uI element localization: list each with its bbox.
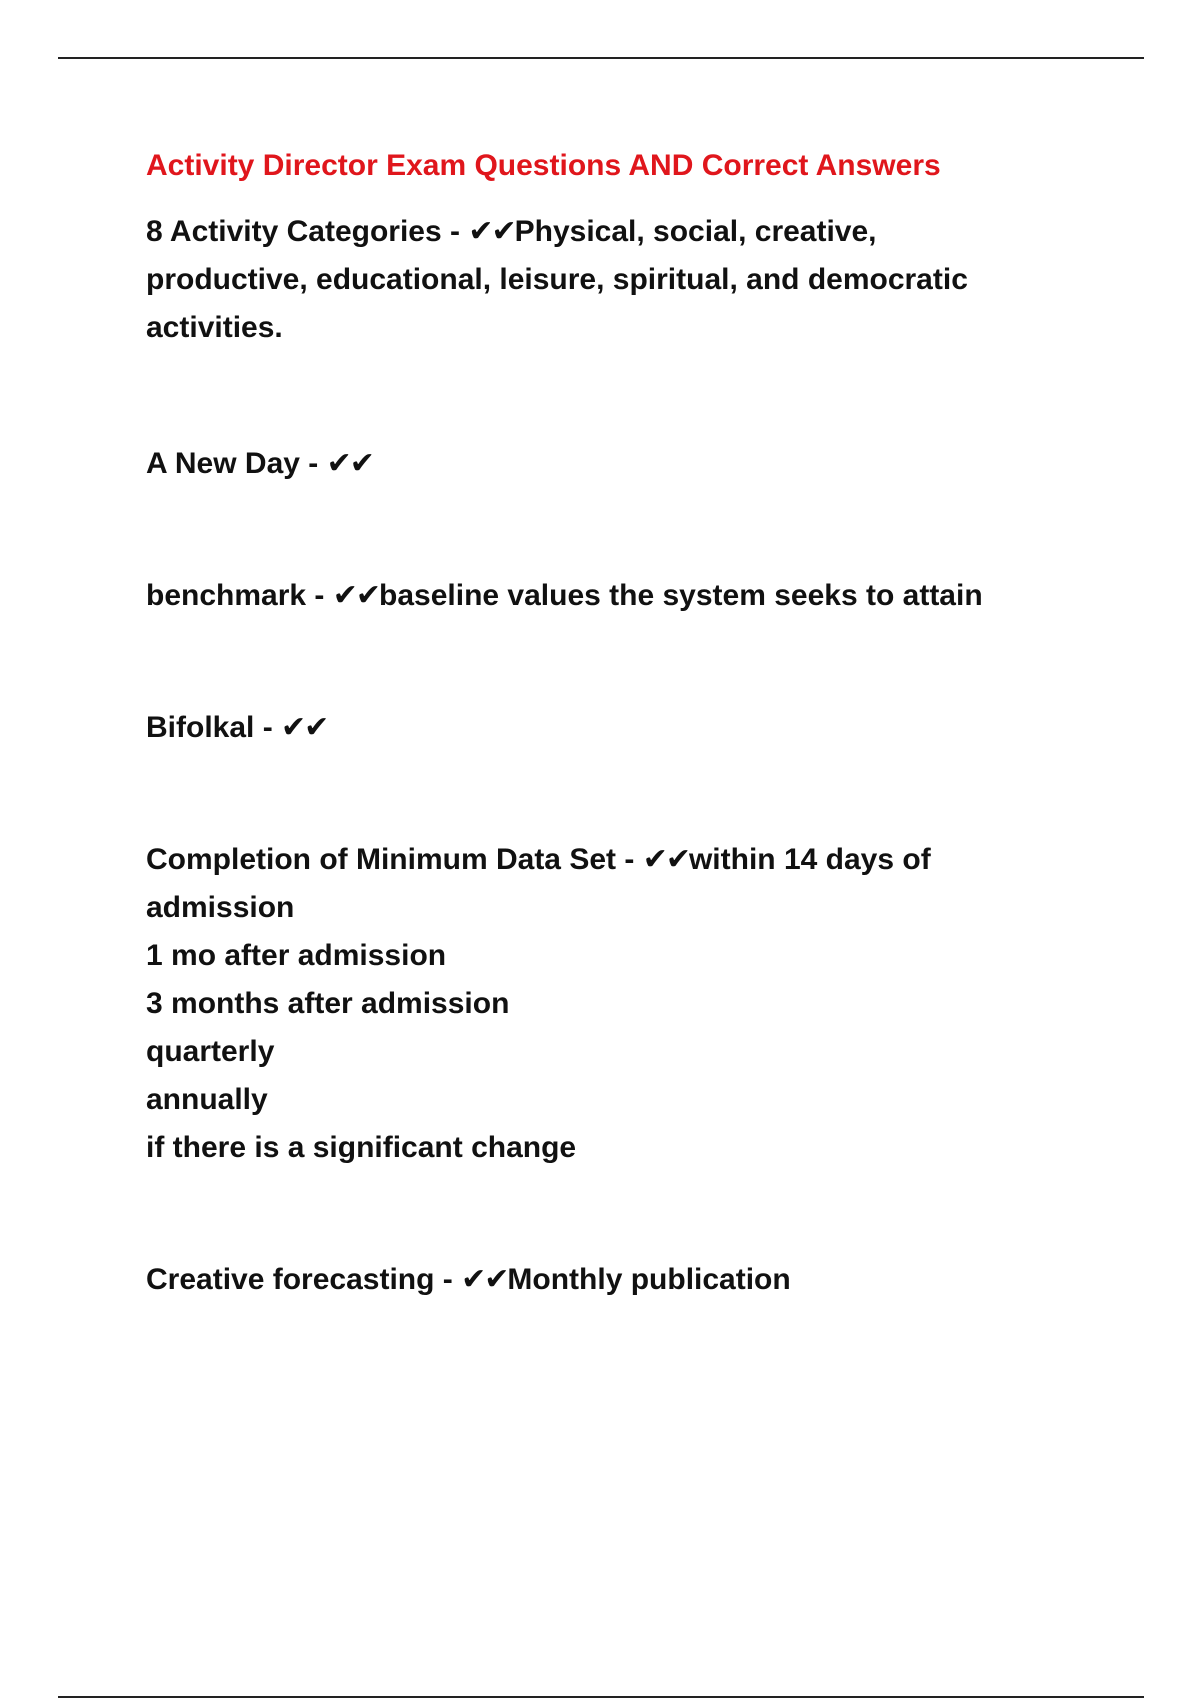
qa-line xyxy=(146,208,1046,256)
footer-rule xyxy=(58,1696,1144,1698)
qa-line xyxy=(146,836,1046,884)
answer-list-item: if there is a significant change xyxy=(146,1131,577,1164)
spacer xyxy=(146,752,1046,836)
answer-list-item: 1 mo after admission xyxy=(146,939,447,972)
qa-entry-bifolkal xyxy=(146,704,1046,752)
question-term: 8 Activity Categories xyxy=(146,215,442,248)
answer-text: Physical, social, creative, xyxy=(514,215,877,248)
check-marks-icon: ✔✔ xyxy=(326,446,373,481)
question-term: benchmark xyxy=(146,579,307,612)
answer-text: baseline values the system seeks to attain xyxy=(379,579,983,612)
question-term: A New Day xyxy=(146,447,300,480)
answer-continuation: admission xyxy=(146,891,295,924)
answer-list-item: 3 months after admission xyxy=(146,987,510,1020)
separator: - xyxy=(616,843,643,876)
qa-entry-creative-forecasting xyxy=(146,1256,1046,1304)
qa-line xyxy=(146,572,1046,620)
separator: - xyxy=(434,1263,462,1296)
qa-entry-minimum-data-set xyxy=(146,836,1046,1172)
spacer xyxy=(146,1172,1046,1256)
document-body xyxy=(146,146,1046,1304)
separator: - xyxy=(441,215,469,248)
separator: - xyxy=(254,711,282,744)
document-title: Activity Director Exam Questions AND Correct Answers xyxy=(146,149,941,182)
qa-entry-a-new-day xyxy=(146,440,1046,488)
check-marks-icon: ✔✔ xyxy=(468,214,515,249)
spacer xyxy=(146,488,1046,572)
spacer xyxy=(146,352,1046,440)
answer-text: within 14 days of xyxy=(688,843,931,876)
qa-line xyxy=(146,1256,1046,1304)
answer-list-item: annually xyxy=(146,1083,268,1116)
answer-continuation: productive, educational, leisure, spiritual, and democratic xyxy=(146,263,968,296)
question-term: Completion of Minimum Data Set xyxy=(146,843,617,876)
check-marks-icon: ✔✔ xyxy=(461,1262,508,1297)
header-rule xyxy=(58,57,1144,59)
separator: - xyxy=(306,579,333,612)
qa-line xyxy=(146,704,1046,752)
separator: - xyxy=(299,447,327,480)
qa-entry-activity-categories xyxy=(146,208,1046,352)
answer-text: Monthly publication xyxy=(507,1263,791,1296)
question-term: Bifolkal xyxy=(146,711,255,744)
question-term: Creative forecasting xyxy=(146,1263,435,1296)
qa-entry-benchmark xyxy=(146,572,1046,620)
check-marks-icon: ✔✔ xyxy=(642,842,689,877)
answer-list-item: quarterly xyxy=(146,1035,275,1068)
spacer xyxy=(146,620,1046,704)
check-marks-icon: ✔✔ xyxy=(281,710,328,745)
check-marks-icon: ✔✔ xyxy=(332,578,380,613)
qa-line xyxy=(146,440,1046,488)
answer-continuation: activities. xyxy=(146,311,283,344)
